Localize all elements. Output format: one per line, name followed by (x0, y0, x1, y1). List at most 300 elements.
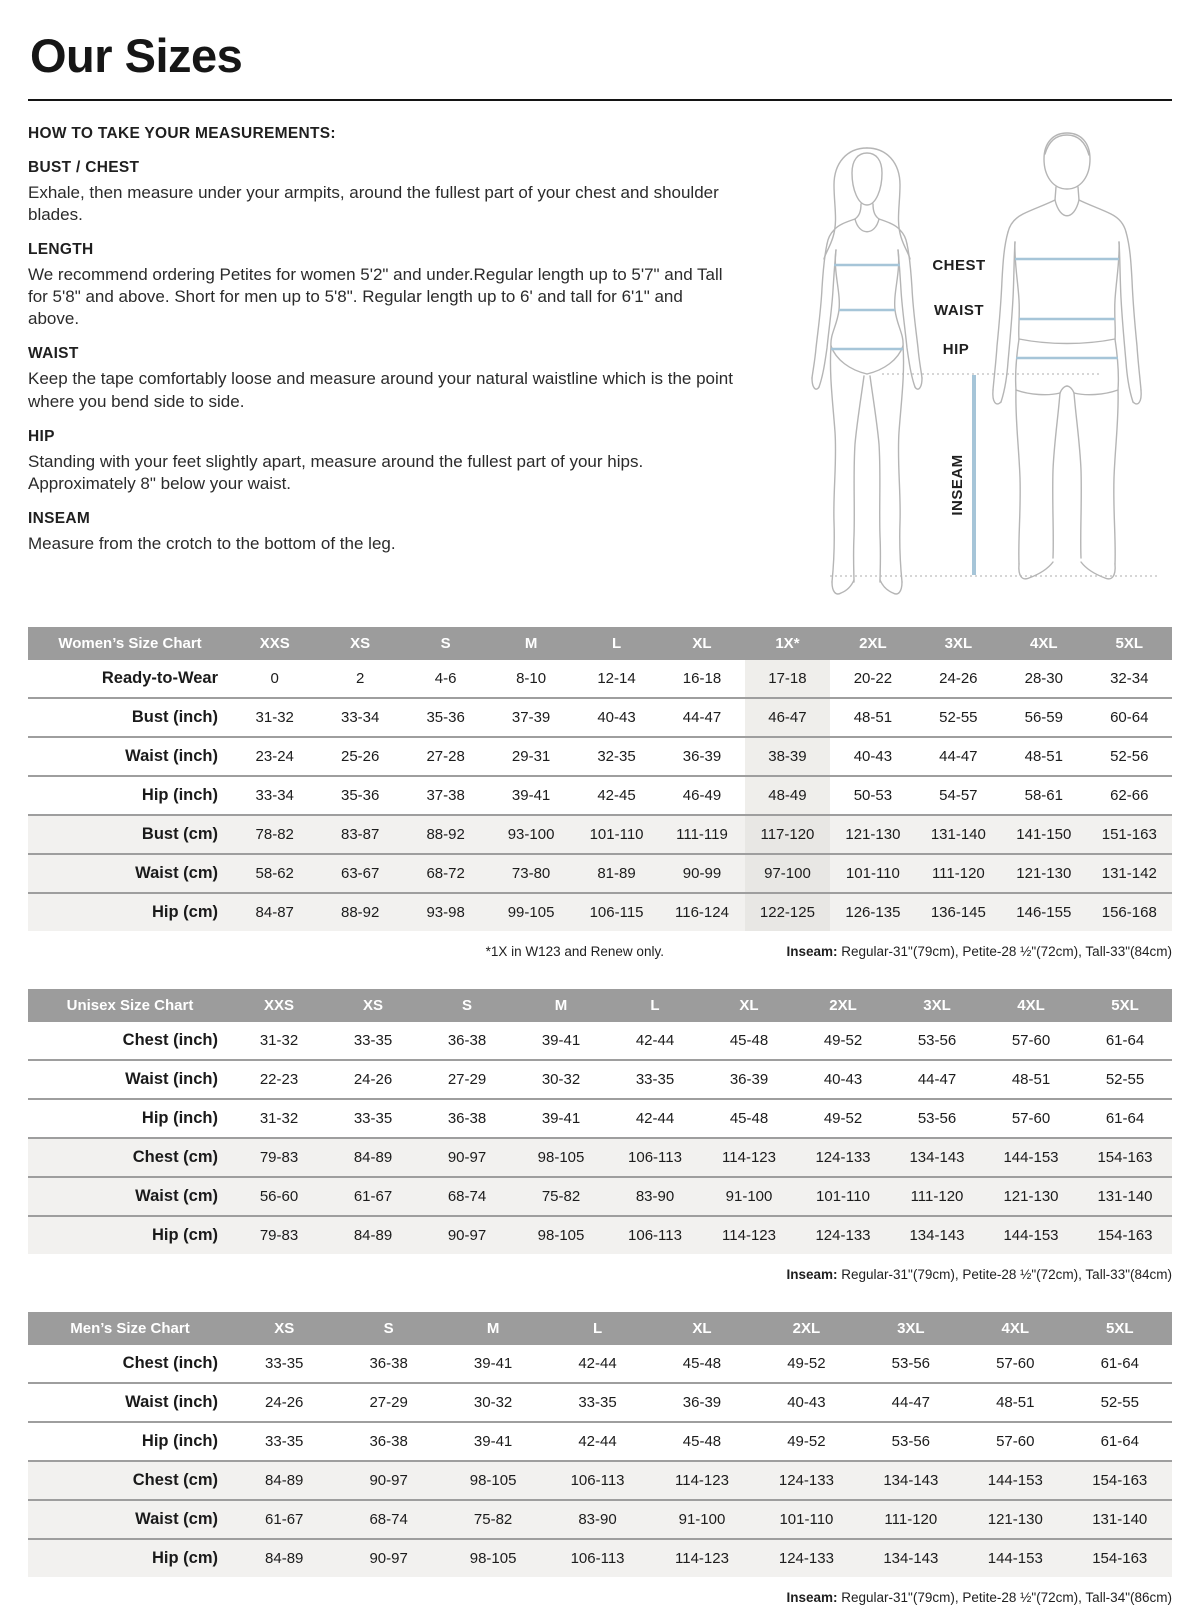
size-cell: 144-153 (963, 1461, 1067, 1500)
size-cell: 61-64 (1105, 1032, 1145, 1049)
section-heading: WAIST (28, 345, 79, 363)
inseam-note-text: Regular-31"(79cm), Petite-28 ½"(72cm), Tall-34"(86cm) (837, 1590, 1172, 1605)
size-cell: 134-143 (859, 1539, 963, 1577)
size-cell: 37-39 (488, 698, 573, 737)
size-row (28, 776, 1172, 815)
size-column-header: 3XL (890, 989, 984, 1022)
size-cell: 49-52 (754, 1422, 858, 1461)
size-cell: 124-133 (796, 1216, 890, 1254)
size-cell: 68-72 (403, 854, 488, 893)
size-cell: 52-55 (916, 698, 1001, 737)
size-cell: 27-29 (336, 1383, 440, 1422)
size-cell: 45-48 (650, 1422, 754, 1461)
body-outline-figure (772, 123, 1172, 601)
section-body: We recommend ordering Petites for women 5'2" and under.Regular length up to 5'7" and Tall for 5'8" and above. Short for men up to 5'8". Regular length up to 6' and tall for 6'1" and above. (28, 265, 723, 329)
size-cell: 98-105 (441, 1539, 545, 1577)
measurement-instructions (28, 121, 733, 570)
size-cell: 98-105 (441, 1461, 545, 1500)
size-cell: 90-97 (336, 1539, 440, 1577)
size-cell: 29-31 (488, 737, 573, 776)
section-heading: BUST / CHEST (28, 159, 140, 176)
size-cell: 40-43 (796, 1060, 890, 1099)
size-column-header: 3XL (859, 1312, 963, 1345)
size-cell: 52-55 (1068, 1383, 1173, 1422)
size-cell: 40-43 (574, 698, 659, 737)
inseam-note (786, 1267, 1172, 1282)
size-column-header: 4XL (984, 989, 1078, 1022)
size-cell: 98-105 (514, 1138, 608, 1177)
size-column-header: L (545, 1312, 649, 1345)
size-cell: 106-115 (574, 893, 659, 931)
size-cell: 73-80 (488, 854, 573, 893)
size-cell: 117-120 (745, 815, 830, 854)
size-cell: 154-163 (1068, 1461, 1173, 1500)
size-column-header: 5XL (1068, 1312, 1173, 1345)
row-label: Chest (inch) (122, 1354, 218, 1372)
size-cell: 33-34 (232, 776, 317, 815)
size-column-header: M (514, 989, 608, 1022)
size-cell: 57-60 (963, 1422, 1067, 1461)
size-cell: 33-34 (317, 698, 402, 737)
size-row (28, 1099, 1172, 1138)
size-cell: 83-90 (545, 1500, 649, 1539)
size-row (28, 660, 1172, 698)
size-cell: 84-89 (326, 1216, 420, 1254)
size-cell: 40-43 (830, 737, 915, 776)
size-cell: 37-38 (403, 776, 488, 815)
size-cell: 75-82 (514, 1177, 608, 1216)
size-row (28, 1138, 1172, 1177)
size-cell: 122-125 (745, 893, 830, 931)
row-label: Waist (inch) (28, 1060, 232, 1099)
size-cell: 58-62 (232, 854, 317, 893)
size-cell: 39-41 (488, 776, 573, 815)
size-row (28, 1500, 1172, 1539)
size-cell: 32-34 (1110, 670, 1149, 687)
size-cell: 121-130 (963, 1500, 1067, 1539)
size-cell: 22-23 (232, 1060, 326, 1099)
instruction-section-hip (28, 428, 733, 495)
size-cell: 24-26 (326, 1060, 420, 1099)
size-cell: 61-64 (1068, 1422, 1173, 1461)
size-cell: 88-92 (317, 893, 402, 931)
size-cell: 121-130 (830, 815, 915, 854)
size-cell: 12-14 (597, 670, 636, 687)
size-cell: 42-44 (578, 1355, 617, 1372)
size-cell: 84-89 (326, 1138, 420, 1177)
size-cell: 78-82 (232, 815, 317, 854)
size-cell: 136-145 (916, 893, 1001, 931)
size-cell: 106-113 (608, 1138, 702, 1177)
size-cell: 33-35 (265, 1355, 304, 1372)
size-column-header: L (608, 989, 702, 1022)
chest-label: CHEST (932, 257, 986, 274)
size-cell: 60-64 (1087, 698, 1172, 737)
size-cell: 45-48 (702, 1099, 796, 1138)
size-row (28, 1461, 1172, 1500)
size-cell: 156-168 (1087, 893, 1172, 931)
size-cell: 151-163 (1087, 815, 1172, 854)
size-column-header: S (403, 627, 488, 660)
size-column-header: 2XL (830, 627, 915, 660)
size-cell: 84-87 (232, 893, 317, 931)
size-cell: 63-67 (317, 854, 402, 893)
size-column-header: XS (317, 627, 402, 660)
size-cell: 27-29 (420, 1060, 514, 1099)
instruction-section-bust-chest (28, 159, 733, 226)
size-cell: 106-113 (608, 1216, 702, 1254)
size-cell: 134-143 (859, 1461, 963, 1500)
size-column-header: 1X* (745, 627, 830, 660)
size-cell: 124-133 (796, 1138, 890, 1177)
size-cell: 124-133 (754, 1539, 858, 1577)
size-column-header: XS (326, 989, 420, 1022)
row-label: Waist (inch) (28, 1383, 232, 1422)
size-cell: 93-98 (403, 893, 488, 931)
size-cell: 101-110 (830, 854, 915, 893)
size-cell: 101-110 (796, 1177, 890, 1216)
size-cell: 154-163 (1078, 1216, 1172, 1254)
size-cell: 144-153 (984, 1216, 1078, 1254)
unisex-table-footnotes (28, 1267, 1172, 1282)
inseam-note-text: Regular-31"(79cm), Petite-28 ½"(72cm), Tall-33"(84cm) (837, 944, 1172, 959)
size-row (28, 854, 1172, 893)
size-cell: 49-52 (796, 1099, 890, 1138)
measurement-instructions-row (28, 121, 1172, 601)
measurement-figure-illustration (733, 121, 1172, 601)
size-column-header: XS (232, 1312, 336, 1345)
size-cell: 44-47 (659, 698, 744, 737)
size-cell: 45-48 (729, 1032, 769, 1049)
section-body: Measure from the crotch to the bottom of the leg. (28, 533, 396, 553)
size-column-header: 5XL (1087, 627, 1172, 660)
size-cell: 131-140 (1068, 1500, 1173, 1539)
size-cell: 39-41 (514, 1099, 608, 1138)
row-label: Bust (inch) (28, 698, 232, 737)
womens-size-chart-table (28, 627, 1172, 931)
row-label: Waist (cm) (28, 1177, 232, 1216)
size-row (28, 1177, 1172, 1216)
size-cell: 48-51 (1001, 737, 1086, 776)
size-cell: 131-140 (916, 815, 1001, 854)
size-cell: 2 (356, 670, 365, 687)
size-cell: 31-32 (232, 1099, 326, 1138)
size-cell: 25-26 (317, 737, 402, 776)
size-cell: 36-38 (369, 1355, 408, 1372)
size-cell: 53-56 (917, 1032, 957, 1049)
section-heading: LENGTH (28, 241, 94, 259)
size-column-header: 2XL (754, 1312, 858, 1345)
size-cell: 83-87 (317, 815, 402, 854)
size-column-header: L (574, 627, 659, 660)
table-title: Unisex Size Chart (28, 989, 232, 1022)
table-header-row (28, 627, 1172, 660)
size-cell: 40-43 (754, 1383, 858, 1422)
row-label: Ready-to-Wear (101, 669, 218, 687)
size-cell: 61-64 (1078, 1099, 1172, 1138)
size-cell: 44-47 (890, 1060, 984, 1099)
size-column-header: 4XL (1001, 627, 1086, 660)
footnote-1x-note: *1X in W123 and Renew only. (485, 944, 664, 959)
size-cell: 42-45 (574, 776, 659, 815)
size-cell: 36-38 (447, 1032, 487, 1049)
size-cell: 52-55 (1078, 1060, 1172, 1099)
size-cell: 38-39 (745, 737, 830, 776)
size-cell: 46-49 (659, 776, 744, 815)
size-cell: 131-140 (1078, 1177, 1172, 1216)
size-column-header: XL (702, 989, 796, 1022)
size-cell: 79-83 (232, 1138, 326, 1177)
row-label: Waist (cm) (28, 854, 232, 893)
size-column-header: XXS (232, 627, 317, 660)
size-column-header: M (488, 627, 573, 660)
size-cell: 68-74 (336, 1500, 440, 1539)
size-cell: 144-153 (984, 1138, 1078, 1177)
size-cell: 111-120 (890, 1177, 984, 1216)
size-cell: 111-120 (859, 1500, 963, 1539)
instruction-section-waist (28, 345, 733, 412)
size-cell: 39-41 (541, 1032, 581, 1049)
size-cell: 31-32 (259, 1032, 299, 1049)
size-cell: 44-47 (916, 737, 1001, 776)
size-cell: 84-89 (232, 1539, 336, 1577)
title-divider (28, 99, 1172, 101)
size-cell: 48-51 (963, 1383, 1067, 1422)
mens-size-chart-table (28, 1312, 1172, 1577)
size-cell: 101-110 (574, 815, 659, 854)
size-cell: 50-53 (830, 776, 915, 815)
row-label: Waist (cm) (28, 1500, 232, 1539)
size-cell: 42-44 (545, 1422, 649, 1461)
size-cell: 116-124 (659, 893, 744, 931)
man-outline (993, 133, 1141, 579)
size-column-header: S (420, 989, 514, 1022)
inseam-note-label: Inseam: (786, 1590, 838, 1605)
size-column-header: 2XL (796, 989, 890, 1022)
size-cell: 42-44 (635, 1032, 675, 1049)
size-cell: 91-100 (702, 1177, 796, 1216)
size-cell: 99-105 (488, 893, 573, 931)
size-cell: 61-67 (326, 1177, 420, 1216)
row-label: Hip (cm) (28, 1216, 232, 1254)
row-label: Chest (cm) (28, 1138, 232, 1177)
size-cell: 121-130 (984, 1177, 1078, 1216)
size-cell: 23-24 (232, 737, 317, 776)
size-cell: 90-97 (336, 1461, 440, 1500)
size-cell: 48-49 (745, 776, 830, 815)
size-cell: 88-92 (403, 815, 488, 854)
size-cell: 35-36 (317, 776, 402, 815)
size-cell: 57-60 (996, 1355, 1035, 1372)
size-cell: 114-123 (702, 1216, 796, 1254)
size-column-header: M (441, 1312, 545, 1345)
size-cell: 144-153 (963, 1539, 1067, 1577)
size-column-header: XXS (232, 989, 326, 1022)
size-cell: 154-163 (1078, 1138, 1172, 1177)
size-cell: 4-6 (434, 670, 457, 687)
instruction-section-inseam (28, 510, 733, 555)
size-cell: 56-59 (1001, 698, 1086, 737)
mens-table-footnotes (28, 1590, 1172, 1605)
row-label: Hip (cm) (28, 893, 232, 931)
size-cell: 90-97 (420, 1138, 514, 1177)
how-to-heading: HOW TO TAKE YOUR MEASUREMENTS: (28, 125, 336, 142)
inseam-note (786, 944, 1172, 959)
size-cell: 20-22 (853, 670, 893, 687)
size-cell: 93-100 (488, 815, 573, 854)
size-cell: 30-32 (514, 1060, 608, 1099)
row-label: Chest (inch) (122, 1031, 218, 1049)
size-row (28, 1216, 1172, 1254)
size-cell: 36-39 (702, 1060, 796, 1099)
size-cell: 56-60 (232, 1177, 326, 1216)
size-cell: 68-74 (420, 1177, 514, 1216)
size-cell: 57-60 (984, 1099, 1078, 1138)
section-heading: HIP (28, 427, 55, 445)
size-column-header: 4XL (963, 1312, 1067, 1345)
size-cell: 84-89 (232, 1461, 336, 1500)
size-cell: 17-18 (745, 660, 830, 698)
size-column-header: S (336, 1312, 440, 1345)
size-cell: 27-28 (403, 737, 488, 776)
size-cell: 32-35 (574, 737, 659, 776)
size-cell: 141-150 (1001, 815, 1086, 854)
size-row (28, 1022, 1172, 1060)
size-column-header: 3XL (916, 627, 1001, 660)
size-column-header: XL (659, 627, 744, 660)
size-row (28, 737, 1172, 776)
size-cell: 57-60 (1011, 1032, 1051, 1049)
section-body: Standing with your feet slightly apart, measure around the fullest part of your hips. Approximately 8" below your waist. (28, 451, 644, 493)
row-label: Hip (cm) (28, 1539, 232, 1577)
size-cell: 154-163 (1068, 1539, 1173, 1577)
unisex-size-chart-table (28, 989, 1172, 1254)
size-row (28, 1383, 1172, 1422)
size-cell: 61-67 (232, 1500, 336, 1539)
size-cell: 30-32 (441, 1383, 545, 1422)
size-cell: 126-135 (830, 893, 915, 931)
size-cell: 53-56 (890, 1099, 984, 1138)
size-cell: 36-38 (420, 1099, 514, 1138)
size-cell: 83-90 (608, 1177, 702, 1216)
size-cell: 61-64 (1100, 1355, 1139, 1372)
size-cell: 35-36 (403, 698, 488, 737)
table-header-row (28, 989, 1172, 1022)
size-cell: 49-52 (787, 1355, 826, 1372)
hip-label: HIP (942, 341, 970, 358)
size-cell: 54-57 (916, 776, 1001, 815)
inseam-dotted-lines (830, 374, 1157, 576)
size-cell: 101-110 (754, 1500, 858, 1539)
size-cell: 121-130 (1001, 854, 1086, 893)
size-cell: 97-100 (745, 854, 830, 893)
size-cell: 134-143 (890, 1216, 984, 1254)
size-cell: 8-10 (516, 670, 547, 687)
size-cell: 114-123 (702, 1138, 796, 1177)
size-row (28, 893, 1172, 931)
row-label: Hip (inch) (28, 776, 232, 815)
size-cell: 45-48 (682, 1355, 722, 1372)
table-header-row (28, 1312, 1172, 1345)
size-cell: 39-41 (441, 1422, 545, 1461)
size-cell: 48-51 (984, 1060, 1078, 1099)
size-cell: 53-56 (891, 1355, 931, 1372)
size-cell: 33-35 (608, 1060, 702, 1099)
instruction-section-length (28, 241, 733, 330)
page-title: Our Sizes (30, 29, 243, 82)
size-cell: 49-52 (823, 1032, 863, 1049)
size-cell: 106-113 (545, 1461, 649, 1500)
size-cell: 111-120 (916, 854, 1001, 893)
size-cell: 124-133 (754, 1461, 858, 1500)
size-cell: 114-123 (650, 1539, 754, 1577)
size-cell: 36-39 (659, 737, 744, 776)
size-cell: 146-155 (1001, 893, 1086, 931)
size-cell: 58-61 (1001, 776, 1086, 815)
size-cell: 16-18 (682, 670, 722, 687)
size-cell: 91-100 (650, 1500, 754, 1539)
size-cell: 44-47 (859, 1383, 963, 1422)
size-cell: 31-32 (232, 698, 317, 737)
size-cell: 36-38 (336, 1422, 440, 1461)
size-cell: 98-105 (514, 1216, 608, 1254)
inseam-label: INSEAM (949, 454, 966, 516)
row-label: Chest (cm) (28, 1461, 232, 1500)
woman-outline (812, 148, 922, 594)
size-row (28, 1345, 1172, 1383)
size-row (28, 698, 1172, 737)
inseam-note-label: Inseam: (786, 944, 838, 959)
size-cell: 33-35 (545, 1383, 649, 1422)
size-cell: 48-51 (830, 698, 915, 737)
size-row (28, 1422, 1172, 1461)
size-cell: 24-26 (232, 1383, 336, 1422)
size-cell: 114-123 (650, 1461, 754, 1500)
size-cell: 33-35 (326, 1099, 420, 1138)
table-title: Women’s Size Chart (28, 627, 232, 660)
size-cell: 90-97 (420, 1216, 514, 1254)
size-cell: 42-44 (608, 1099, 702, 1138)
unisex-size-chart-section (28, 989, 1172, 1282)
row-label: Hip (inch) (28, 1422, 232, 1461)
size-cell: 79-83 (232, 1216, 326, 1254)
size-cell: 75-82 (441, 1500, 545, 1539)
size-cell: 46-47 (745, 698, 830, 737)
size-cell: 33-35 (232, 1422, 336, 1461)
size-cell: 106-113 (545, 1539, 649, 1577)
size-column-header: 5XL (1078, 989, 1172, 1022)
womens-table-footnotes (28, 944, 1172, 959)
inseam-note-text: Regular-31"(79cm), Petite-28 ½"(72cm), Tall-33"(84cm) (837, 1267, 1172, 1282)
size-cell: 111-119 (659, 815, 744, 854)
size-cell: 131-142 (1087, 854, 1172, 893)
row-label: Bust (cm) (28, 815, 232, 854)
inseam-note-label: Inseam: (786, 1267, 838, 1282)
waist-label: WAIST (934, 302, 984, 319)
womens-size-chart-section (28, 627, 1172, 959)
size-column-header: XL (650, 1312, 754, 1345)
size-cell: 39-41 (473, 1355, 513, 1372)
size-cell: 52-56 (1087, 737, 1172, 776)
row-label: Hip (inch) (28, 1099, 232, 1138)
size-cell: 134-143 (890, 1138, 984, 1177)
size-cell: 28-30 (1024, 670, 1063, 687)
size-cell: 81-89 (574, 854, 659, 893)
size-cell: 36-39 (650, 1383, 754, 1422)
size-row (28, 815, 1172, 854)
inseam-note (786, 1590, 1172, 1605)
size-cell: 62-66 (1087, 776, 1172, 815)
